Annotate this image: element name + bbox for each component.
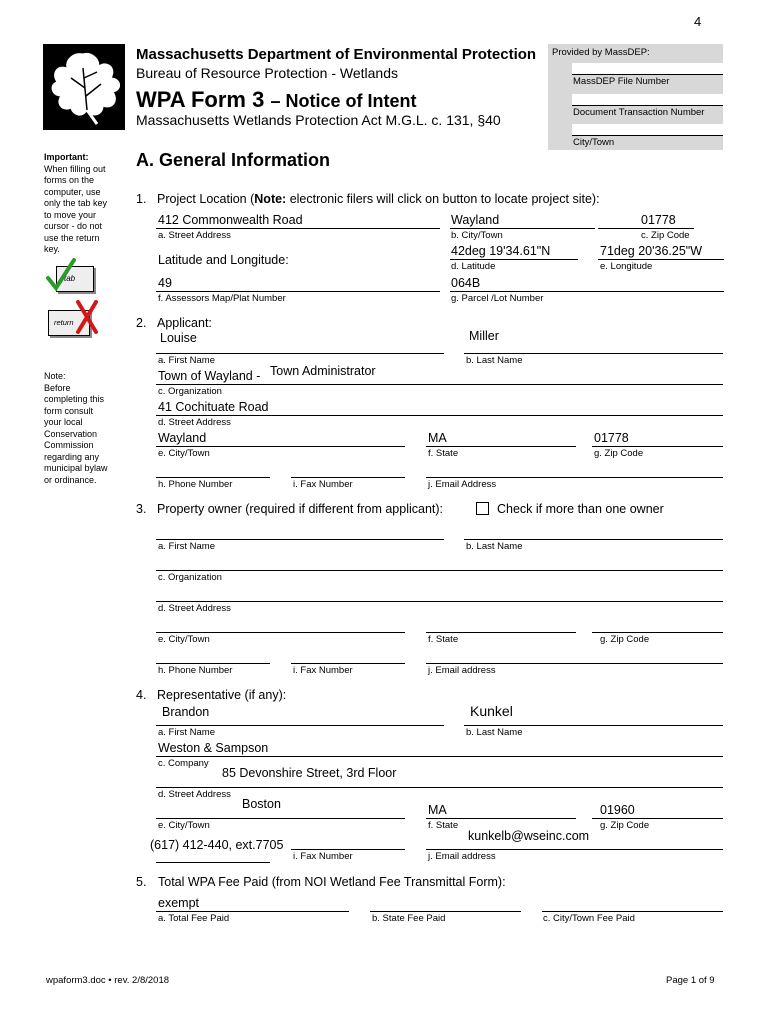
rep-street-value[interactable]: 85 Devonshire Street, 3rd Floor [222,766,397,780]
rep-phone-value[interactable]: (617) 412-440, ext.7705 [150,838,284,852]
massdep-file-number-label: MassDEP File Number [573,76,670,87]
note-line: or ordinance. [44,474,97,485]
massdep-logo [43,44,125,130]
parcel-value[interactable]: 064B [451,276,481,290]
rep-street-label: d. Street Address [158,789,231,800]
q3-number: 3. [136,502,147,516]
q2-number: 2. [136,316,147,330]
applicant-first-name-label: a. First Name [158,355,216,366]
form-title-main: WPA Form 3 [136,87,265,112]
q1-text-prefix: Project Location ( [157,192,255,206]
act-citation: Massachusetts Wetlands Protection Act M.G.L. c. 131, §40 [136,112,501,128]
total-fee-value[interactable]: exempt [158,896,199,910]
applicant-organization-value-a[interactable]: Town of Wayland - [158,369,261,383]
applicant-organization-value-b[interactable]: Town Administrator [270,364,376,378]
more-than-one-owner-checkbox[interactable] [476,502,489,515]
q3-text: Property owner (required if different from applicant): [157,502,444,516]
owner-last-name-label: b. Last Name [466,541,523,552]
rep-first-name-label: a. First Name [158,727,216,738]
important-line: only the tab key [44,198,108,208]
massdep-box-title: Provided by MassDEP: [552,47,650,58]
applicant-last-name-label: b. Last Name [466,355,523,366]
green-check-icon [46,258,76,292]
rep-company-label: c. Company [158,758,209,769]
q1-note-bold: Note: [254,192,287,206]
rep-email-value[interactable]: kunkelb@wseinc.com [468,829,590,843]
applicant-state-label: f. State [428,448,459,459]
owner-zip-label: g. Zip Code [600,634,650,645]
rep-state-label: f. State [428,820,459,831]
applicant-state-value[interactable]: MA [428,431,447,445]
owner-city-label: e. City/Town [158,634,210,645]
rep-city-label: e. City/Town [158,820,210,831]
rep-last-name-value[interactable]: Kunkel [470,703,513,719]
section-a-heading: A. General Information [136,150,331,170]
applicant-first-name-value[interactable]: Louise [160,331,197,345]
city-town-label: b. City/Town [451,230,503,241]
important-note [44,152,124,256]
agency-name: Massachusetts Department of Environmental Protection [136,46,537,63]
note-line: form consult [44,405,94,416]
important-line: computer, use [44,186,101,197]
applicant-city-label: e. City/Town [158,448,210,459]
important-line: forms on the [44,175,95,185]
applicant-zip-label: g. Zip Code [594,448,644,459]
street-address-value[interactable]: 412 Commonwealth Road [158,213,303,227]
owner-fax-label: i. Fax Number [293,665,353,676]
note-line: Before [44,382,71,393]
bylaw-note [44,371,124,486]
city-town-label: City/Town [573,137,615,148]
important-title: Important: [44,152,89,162]
latlong-label: Latitude and Longitude: [158,253,289,267]
longitude-label: e. Longitude [600,261,653,272]
q1-number: 1. [136,192,147,206]
applicant-organization-label: c. Organization [158,386,222,397]
doc-transaction-label: Document Transaction Number [573,107,705,118]
note-line: your local [44,417,83,427]
q1-text-suffix: electronic filers will click on button to locate project site): [286,192,600,206]
q4-text: Representative (if any): [157,688,287,702]
applicant-city-value[interactable]: Wayland [158,431,207,445]
form-title [136,87,416,113]
q1-text [157,192,600,206]
tab-key-label: tab [64,274,76,283]
rep-city-value[interactable]: Boston [242,797,281,811]
rep-last-name-label: b. Last Name [466,727,523,738]
important-line: to move your [44,209,97,220]
map-plat-value[interactable]: 49 [158,276,172,290]
rep-zip-value[interactable]: 01960 [600,803,635,817]
important-line: When filling out [44,163,106,174]
form-title-sub: – Notice of Intent [270,91,417,111]
rep-company-value[interactable]: Weston & Sampson [158,741,269,755]
owner-state-label: f. State [428,634,459,645]
footer-doc-rev: wpaform3.doc • rev. 2/8/2018 [46,975,170,986]
q4-number: 4. [136,688,147,702]
rep-first-name-value[interactable]: Brandon [162,705,210,719]
return-key-label: return [54,318,74,327]
footer-page-count: Page 1 of 9 [666,975,715,986]
note-line: Note: [44,371,66,381]
bureau-name: Bureau of Resource Protection - Wetlands [136,65,398,81]
note-line: completing this [44,394,105,404]
note-line: municipal bylaw [44,463,108,473]
zip-code-label: c. Zip Code [641,230,690,241]
applicant-zip-value[interactable]: 01778 [594,431,629,445]
oak-leaf-icon [43,44,125,130]
rep-zip-label: g. Zip Code [600,820,650,831]
parcel-label: g. Parcel /Lot Number [451,293,544,304]
q2-text: Applicant: [157,316,212,330]
latitude-value[interactable]: 42deg 19'34.61"N [451,244,551,258]
owner-email-label: j. Email address [428,665,496,676]
page-number: 4 [694,14,702,29]
owner-phone-label: h. Phone Number [158,665,233,676]
latitude-label: d. Latitude [451,261,496,272]
owner-street-label: d. Street Address [158,603,231,614]
applicant-street-value[interactable]: 41 Cochituate Road [158,400,269,414]
total-fee-label: a. Total Fee Paid [158,913,230,924]
important-line: key. [44,244,60,254]
applicant-email-label: j. Email Address [428,479,497,490]
zip-code-value[interactable]: 01778 [641,213,676,227]
return-key-image [46,300,102,340]
owner-first-name-label: a. First Name [158,541,216,552]
q5-text: Total WPA Fee Paid (from NOI Wetland Fee Transmittal Form): [158,875,506,889]
applicant-phone-label: h. Phone Number [158,479,233,490]
note-line: Conservation [44,428,98,439]
note-line: Commission [44,440,94,450]
city-town-fee-label: c. City/Town Fee Paid [543,913,635,924]
applicant-street-label: d. Street Address [158,417,231,428]
map-plat-label: f. Assessors Map/Plat Number [158,293,286,304]
note-line: regarding any [44,451,100,462]
state-fee-label: b. State Fee Paid [372,913,446,924]
owner-organization-label: c. Organization [158,572,222,583]
rep-fax-label: i. Fax Number [293,851,353,862]
applicant-last-name-value[interactable]: Miller [469,329,499,343]
city-town-value[interactable]: Wayland [451,213,500,227]
street-address-label: a. Street Address [158,230,231,241]
important-line: cursor - do not [44,221,103,231]
longitude-value[interactable]: 71deg 20'36.25"W [600,244,703,258]
applicant-fax-label: i. Fax Number [293,479,353,490]
rep-email-label: j. Email address [428,851,496,862]
rep-state-value[interactable]: MA [428,803,447,817]
massdep-box [548,44,723,150]
tab-key-image [46,264,96,294]
q5-number: 5. [136,875,147,889]
more-than-one-owner-label: Check if more than one owner [497,502,664,516]
red-x-icon [74,300,100,334]
important-line: use the return [44,232,100,243]
